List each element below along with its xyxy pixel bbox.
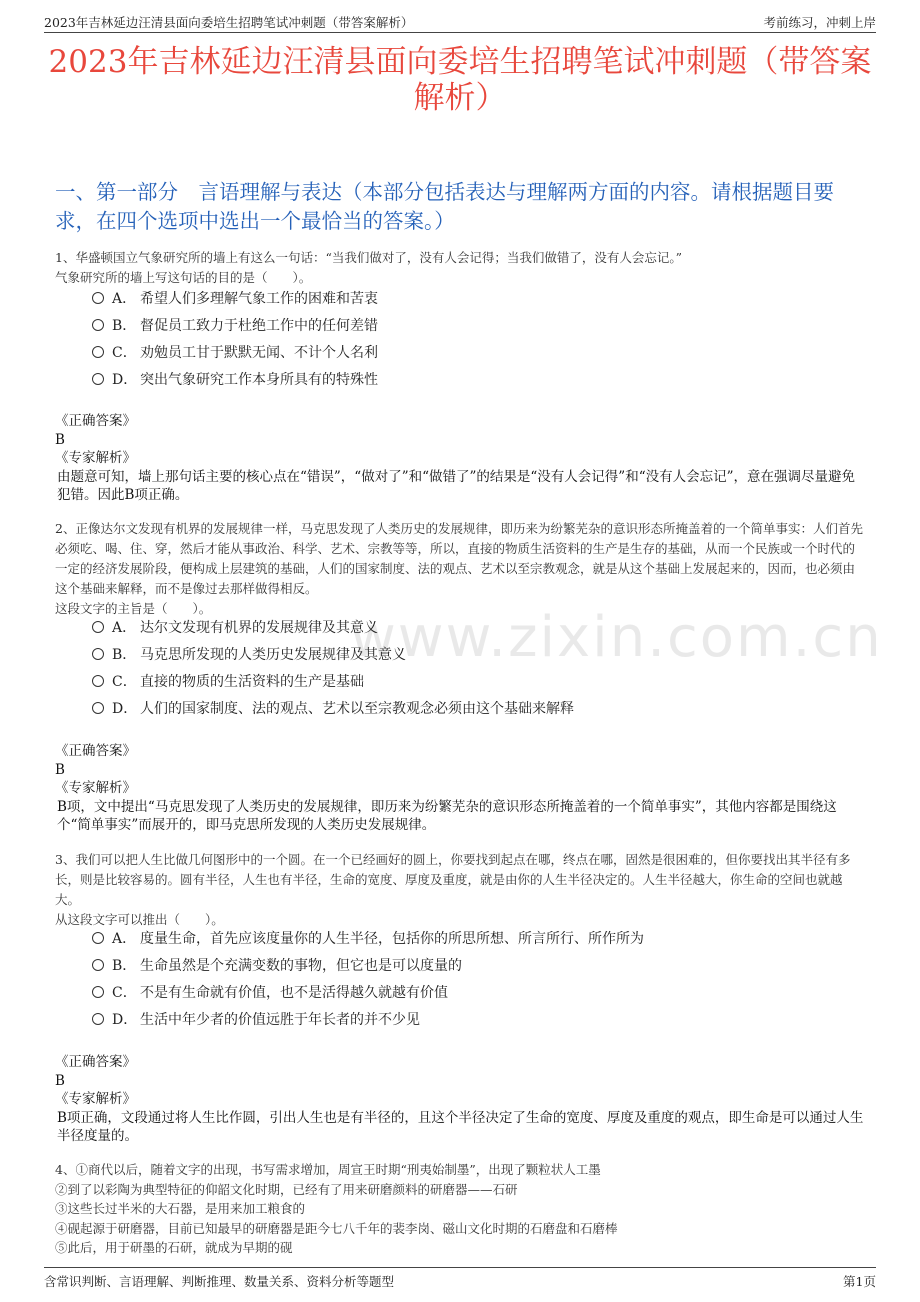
analysis-text: B项，文中提出“马克思发现了人类历史的发展规律，即历来为纷繁芜杂的意识形态所掩盖着的一个简单事实”，其他内容都是围绕这个“简单事实”而展开的，即马克思所发现的人类历史发展规律。 bbox=[57, 798, 837, 833]
option-text: 希望人们多理解气象工作的困难和苦衷 bbox=[140, 291, 378, 307]
option-key: A． bbox=[112, 620, 137, 636]
question-1-stem bbox=[55, 248, 865, 288]
question-line: 4、①商代以后，随着文字的出现，书写需求增加，周宣王时期“刑夷始制墨”，出现了颗粒状人工墨 bbox=[55, 1162, 601, 1177]
option-c[interactable] bbox=[92, 980, 852, 1007]
option-text: 达尔文发现有机界的发展规律及其意义 bbox=[140, 620, 378, 636]
option-d[interactable] bbox=[92, 1007, 852, 1034]
option-b[interactable] bbox=[92, 313, 852, 340]
analysis-label: 《专家解析》 bbox=[55, 1091, 136, 1107]
page-footer bbox=[44, 1267, 876, 1294]
header-doc-title: 2023年吉林延边汪清县面向委培生招聘笔试冲刺题（带答案解析） bbox=[44, 15, 414, 30]
page-number: 第1页 bbox=[843, 1274, 876, 1289]
option-text: 不是有生命就有价值，也不是活得越久就越有价值 bbox=[140, 985, 448, 1001]
watermark: www.zixin.com.cn bbox=[350, 605, 883, 670]
option-c[interactable] bbox=[92, 340, 852, 367]
question-4-stem bbox=[55, 1160, 865, 1258]
answer-value: B bbox=[55, 761, 65, 778]
option-a[interactable] bbox=[92, 615, 852, 642]
radio-button-icon[interactable] bbox=[92, 373, 104, 385]
radio-button-icon[interactable] bbox=[92, 648, 104, 660]
option-key: A． bbox=[112, 931, 137, 947]
question-3-stem bbox=[55, 850, 865, 930]
option-key: C． bbox=[112, 674, 137, 690]
analysis-label: 《专家解析》 bbox=[55, 780, 136, 796]
question-1-answer-block bbox=[55, 412, 865, 505]
question-line: ③这些长过半米的大石器，是用来加工粮食的 bbox=[55, 1201, 306, 1216]
option-text: 马克思所发现的人类历史发展规律及其意义 bbox=[140, 647, 406, 663]
analysis-text: 由题意可知，墙上那句话主要的核心点在“错误”，“做对了”和“做错了”的结果是“没有人会记得”和“没有人会忘记”，意在强调尽量避免犯错。因此B项正确。 bbox=[57, 468, 856, 503]
option-text: 生活中年少者的价值远胜于年长者的并不少见 bbox=[140, 1012, 420, 1028]
option-key: D． bbox=[112, 372, 138, 388]
radio-button-icon[interactable] bbox=[92, 292, 104, 304]
page-title: 2023年吉林延边汪清县面向委培生招聘笔试冲刺题（带答案解析） bbox=[48, 44, 872, 116]
option-b[interactable] bbox=[92, 953, 852, 980]
radio-button-icon[interactable] bbox=[92, 932, 104, 944]
question-ask: 这段文字的主旨是（ ）。 bbox=[55, 601, 212, 616]
question-line: ④砚起源于研磨器，目前已知最早的研磨器是距今七八千年的裴李岗、磁山文化时期的石磨盘和石磨棒 bbox=[55, 1220, 618, 1236]
option-text: 直接的物质的生活资料的生产是基础 bbox=[140, 674, 364, 690]
radio-button-icon[interactable] bbox=[92, 621, 104, 633]
option-key: C． bbox=[112, 985, 137, 1001]
radio-button-icon[interactable] bbox=[92, 702, 104, 714]
header-slogan: 考前练习，冲刺上岸 bbox=[763, 15, 876, 30]
option-key: D． bbox=[112, 1012, 138, 1028]
question-3-answer-block bbox=[55, 1053, 865, 1146]
section-heading: 一、第一部分 言语理解与表达（本部分包括表达与理解两方面的内容。请根据题目要求，在四个选项中选出一个最恰当的答案。） bbox=[55, 180, 834, 233]
question-text: 3、我们可以把人生比做几何图形中的一个圆。在一个已经画好的圆上，你要找到起点在哪，终点在哪，固然是很困难的，但你要找出其半径有多长，则是比较容易的。圆有半径，人生也有半径，生命的宽度、厚度及重度，就是由你的人生半径决定的。人生半径越大，你生命的空间也就越大。 bbox=[55, 852, 851, 907]
option-key: B． bbox=[112, 958, 137, 974]
option-key: C． bbox=[112, 345, 137, 361]
question-text: 1、华盛顿国立气象研究所的墙上有这么一句话：“当我们做对了，没有人会记得；当我们做错了，没有人会忘记。” bbox=[55, 250, 682, 265]
radio-button-icon[interactable] bbox=[92, 986, 104, 998]
option-text: 度量生命，首先应该度量你的人生半径，包括你的所思所想、所言所行、所作所为 bbox=[140, 931, 644, 947]
option-text: 生命虽然是个充满变数的事物，但它也是可以度量的 bbox=[140, 958, 462, 974]
option-text: 人们的国家制度、法的观点、艺术以至宗教观念必须由这个基础来解释 bbox=[140, 701, 574, 717]
option-text: 突出气象研究工作本身所具有的特殊性 bbox=[140, 372, 378, 388]
analysis-text: B项正确，文段通过将人生比作圆，引出人生也是有半径的，且这个半径决定了生命的宽度、厚度及重度的观点，即生命是可以通过人生半径度量的。 bbox=[57, 1109, 864, 1144]
option-a[interactable] bbox=[92, 286, 852, 313]
option-c[interactable] bbox=[92, 669, 852, 696]
question-ask: 气象研究所的墙上写这句话的目的是（ ）。 bbox=[55, 270, 312, 285]
radio-button-icon[interactable] bbox=[92, 319, 104, 331]
option-a[interactable] bbox=[92, 926, 852, 953]
option-key: B． bbox=[112, 647, 137, 663]
answer-value: B bbox=[55, 431, 65, 448]
option-d[interactable] bbox=[92, 696, 852, 723]
question-1-options bbox=[92, 286, 852, 394]
option-key: D． bbox=[112, 701, 138, 717]
answer-label: 《正确答案》 bbox=[55, 413, 136, 429]
radio-button-icon[interactable] bbox=[92, 346, 104, 358]
question-text: 2、正像达尔文发现有机界的发展规律一样，马克思发现了人类历史的发展规律，即历来为纷繁芜杂的意识形态所掩盖着的一个简单事实：人们首先必须吃、喝、住、穿，然后才能从事政治、科学、艺术、宗教等等，所以，直接的物质生活资料的生产是生存的基础，从而一个民族或一个时代的一定的经济发展阶段，便构成上层建筑的基础，人们的国家制度、法的观点、艺术以至宗教观念，就是从这个基础上发展起来的，因而，也必须由这个基础来解释，而不是像过去那样做得相反。 bbox=[55, 521, 863, 596]
question-line: ②到了以彩陶为典型特征的仰韶文化时期，已经有了用来研磨颜料的研磨器——石研 bbox=[55, 1181, 518, 1197]
answer-value: B bbox=[55, 1072, 65, 1089]
footer-description: 含常识判断、言语理解、判断推理、数量关系、资料分析等题型 bbox=[44, 1274, 395, 1289]
question-line: ⑤此后，用于研墨的石研，就成为早期的砚 bbox=[55, 1240, 293, 1255]
analysis-label: 《专家解析》 bbox=[55, 450, 136, 466]
option-d[interactable] bbox=[92, 367, 852, 394]
option-text: 督促员工致力于杜绝工作中的任何差错 bbox=[140, 318, 378, 334]
page-header bbox=[44, 10, 876, 33]
answer-label: 《正确答案》 bbox=[55, 1054, 136, 1070]
option-b[interactable] bbox=[92, 642, 852, 669]
answer-label: 《正确答案》 bbox=[55, 743, 136, 759]
radio-button-icon[interactable] bbox=[92, 1013, 104, 1025]
question-2-answer-block bbox=[55, 742, 865, 835]
radio-button-icon[interactable] bbox=[92, 675, 104, 687]
option-text: 劝勉员工甘于默默无闻、不计个人名利 bbox=[140, 345, 378, 361]
option-key: B． bbox=[112, 318, 137, 334]
question-ask: 从这段文字可以推出（ ）。 bbox=[55, 912, 224, 927]
question-2-options bbox=[92, 615, 852, 723]
option-key: A． bbox=[112, 291, 137, 307]
radio-button-icon[interactable] bbox=[92, 959, 104, 971]
question-3-options bbox=[92, 926, 852, 1034]
question-2-stem bbox=[55, 519, 865, 619]
